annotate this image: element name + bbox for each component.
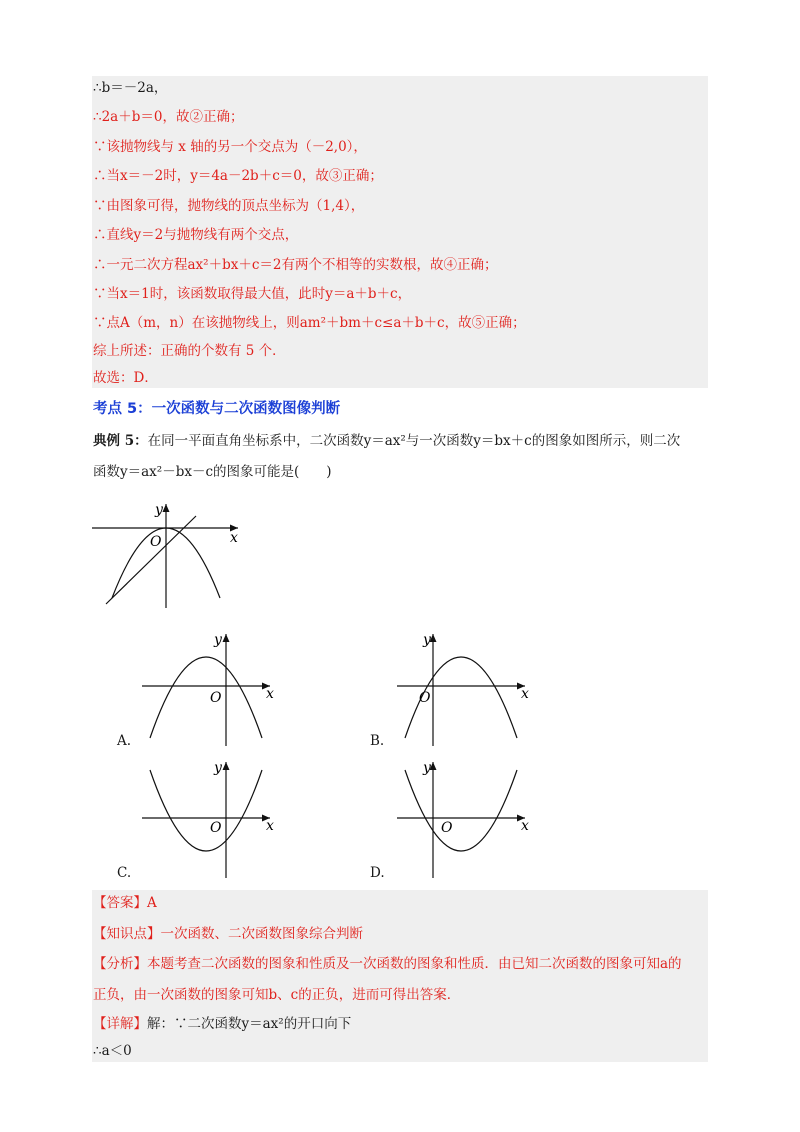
option-b-figure (393, 626, 543, 748)
main-figure (88, 498, 258, 610)
main-x-label: x (230, 530, 238, 546)
solution-line-6: ∴直线y＝2与抛物线有两个交点， (93, 227, 299, 243)
option-b-x-label: x (521, 686, 529, 702)
option-b-label[interactable]: B. (370, 733, 385, 749)
example-label: 典例 5： (93, 433, 148, 449)
conclusion-line: ∴a＜0 (93, 1043, 132, 1059)
option-b-y-label: y (423, 632, 431, 648)
detail-line (93, 1014, 351, 1034)
solution-line-8: ∵当x＝1时，该函数取得最大值，此时y＝a＋b＋c， (93, 286, 412, 302)
solution-line-5: ∵由图象可得，抛物线的顶点坐标为（1,4）， (93, 198, 365, 214)
option-d-curve (405, 770, 517, 851)
main-y-arrow (163, 504, 170, 512)
option-d-origin: O (441, 820, 453, 836)
analysis-line-1: 【分析】本题考查二次函数的图象和性质及一次函数的图象和性质．由已知二次函数的图象可知a的 (93, 956, 682, 972)
answer-block-background (92, 890, 708, 1062)
option-a-curve (150, 657, 262, 738)
solution-line-9: ∵点A（m，n）在该抛物线上，则am²＋bm＋c≤a＋b＋c，故⑤正确； (93, 315, 526, 331)
knowledge-line: 【知识点】一次函数、二次函数图象综合判断 (93, 926, 363, 942)
answer-line: 【答案】A (93, 895, 157, 911)
option-c-label[interactable]: C. (117, 865, 132, 881)
solution-line-2: ∴2a＋b＝0，故②正确； (93, 109, 244, 125)
option-c-origin: O (210, 820, 222, 836)
example-text-1: 在同一平面直角坐标系中，二次函数y＝ax²与一次函数y＝bx＋c的图象如图所示，则二次 (147, 433, 681, 449)
main-y-label: y (155, 502, 163, 518)
option-c-figure (138, 758, 288, 880)
example-line-1 (93, 431, 680, 451)
solution-line-10: 综上所述：正确的个数有 5 个． (93, 343, 286, 359)
option-a-origin: O (210, 690, 222, 706)
option-d-label[interactable]: D. (370, 865, 385, 881)
option-a-figure (138, 626, 288, 748)
option-a-label[interactable]: A. (117, 733, 132, 749)
solution-line-7: ∴一元二次方程ax²＋bx＋c＝2有两个不相等的实数根，故④正确； (93, 257, 498, 273)
analysis-line-2: 正负，由一次函数的图象可知b、c的正负，进而可得出答案． (93, 987, 461, 1003)
main-origin-label: O (150, 534, 162, 550)
option-c-y-label: y (214, 760, 222, 776)
option-d-x-label: x (521, 818, 529, 834)
solution-line-4: ∴当x＝－2时，y＝4a－2b＋c＝0，故③正确； (93, 168, 383, 184)
main-line (106, 516, 196, 604)
option-d-y-label: y (423, 760, 431, 776)
option-b-origin: O (419, 690, 431, 706)
detail-text: 解：∵二次函数y＝ax²的开口向下 (147, 1016, 352, 1032)
solution-line-1: ∴b＝－2a， (93, 80, 168, 96)
option-a-x-label: x (266, 686, 274, 702)
detail-tag: 【详解】 (93, 1016, 147, 1032)
solution-line-11: 故选：D． (93, 370, 158, 386)
example-line-2: 函数y＝ax²－bx－c的图象可能是( ) (93, 464, 332, 480)
solution-line-3: ∵该抛物线与 x 轴的另一个交点为（－2,0）， (93, 139, 367, 155)
option-d-figure (393, 758, 543, 880)
option-c-x-label: x (266, 818, 274, 834)
option-a-y-label: y (214, 632, 222, 648)
section-title: 考点 5：一次函数与二次函数图像判断 (93, 401, 341, 417)
option-c-curve (150, 770, 262, 851)
